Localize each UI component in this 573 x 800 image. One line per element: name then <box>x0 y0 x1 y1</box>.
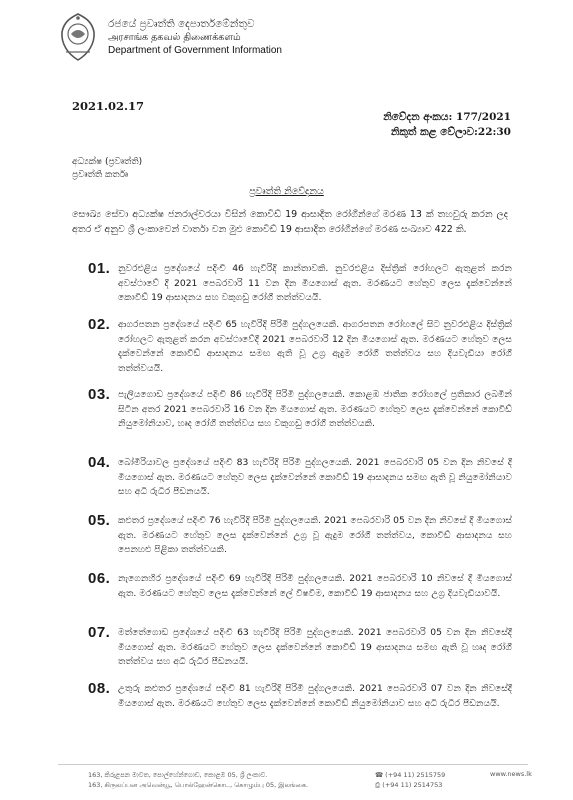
fax-number: (+94 11) 2514753 <box>382 781 443 789</box>
item-text: පැලියගොඩ ප්‍රදේශයේ පදිංචි 86 හැවිරිදි පිරිමි පුද්ගලයෙකි. කොළඹ ජාතික රෝහලේ ප්‍රතිකාර ලබමින් සිටින අතර 2021 පෙබරවාරි 16 වන දින මියගොස් ඇත. මරණයට හේතුව ලෙස දැක්වෙන්නේ කොවිඩ් නියුමෝනියාව, හෘද රෝගී තත්ත්වය සහ වකුගඩු රෝගී තත්ත්වයකි. <box>118 389 512 429</box>
release-number: නිවේදන අංකය: 177/2021 <box>383 111 511 123</box>
phone-number: (+94 11) 2515759 <box>385 771 446 779</box>
item-number: 06. <box>88 570 111 587</box>
item-number: 04. <box>88 454 111 471</box>
intro-paragraph: සෞඛ්‍ය සේවා අධ්‍යක්ෂ ජනරාල්වරයා විසින් කොවිඩ් 19 ආසාදිත රෝගීන්ගේ මරණ 13 ක් තහවුරු කරන ලද අතර ඒ අනුව ශ්‍රී ලංකාවෙන් වාර්තා වන මුළු කොවිඩ් 19 ආසාදිත රෝගීන්ගේ මරණ සංඛ්‍යාව 422 කි. <box>72 209 508 235</box>
item-number: 05. <box>88 512 111 529</box>
page-footer <box>0 768 573 800</box>
item-number: 03. <box>88 386 111 403</box>
release-reference <box>383 110 511 140</box>
website-link[interactable]: www.news.lk <box>490 770 532 778</box>
address-line: 163, කිරුළපන මාවත, පොල්හේන්ගොඩ, කොළඹ 05, ශ්‍රී ලංකාව. <box>88 771 268 779</box>
item-text: කළුතර ප්‍රදේශයේ පදිංචි 76 හැවිරිදි පිරිමි පුද්ගලයෙකි. 2021 පෙබරවාරි 05 වන දින නිවසේ දී මියගොස් ඇත. මරණයට හේතුව ලෙස දැක්වෙන්නේ උග්‍ර වූ ඇදුම රෝගී තත්ත්වය, කොවිඩ් ආසාදනය සහ පෙනහළු පිළිකා තත්ත්වයකි. <box>118 515 512 555</box>
item-text: බෝමිරියාවල ප්‍රදේශයේ පදිංචි 83 හැවිරිදි පිරිමි පුද්ගලයෙකි. 2021 පෙබරවාරි 05 වන දින නිවසේ දී මියගොස් ඇත. මරණයට හේතුව ලෙස දැක්වෙන්නේ කොවිඩ් 19 ආසාදනය සමඟ ඇති වූ නියුමෝනියාව සහ අධි රුධිර පීඩනයයි. <box>118 457 512 497</box>
footer-address <box>88 770 308 790</box>
item-text: ආගරපතන ප්‍රදේශයේ පදිංචි 65 හැවිරිදි පිරිමි පුද්ගලයෙකි. ආගරපතන රෝහලේ සිට නුවරඑළිය දිස්ත්‍රික් රෝහලට ඇතුළත් කරන අවස්ථාවේදී 2021 පෙබරවාරි 12 දින මියගොස් ඇත. මරණයට හේතුව ලෙස දැක්වෙන්නේ කොවිඩ් ආසාදනය සමඟ ඇති වූ උග්‍ර ඇදුම රෝගී තත්ත්වය සහ දියවැඩියා රෝගී තත්ත්වයයි. <box>118 319 512 374</box>
fax-icon: ⎙ <box>375 781 383 789</box>
item-text: උතුරු කළුතර ප්‍රදේශයේ පදිංචි 81 හැවිරිදි පිරිමි පුද්ගලයෙකි. 2021 පෙබරවාරි 07 වන දින නිවසේදී මියගොස් ඇත. මරණයට හේතුව ලෙස දැක්වෙන්නේ කොවිඩ් නියුමෝනියාව සහ අධි රුධිර පීඩනයයි. <box>118 683 512 709</box>
item-number: 01. <box>88 260 111 277</box>
item-number: 07. <box>88 624 111 641</box>
item-text: නුවරඑළිය ප්‍රදේශයේ පදිංචි 46 හැවිරිදි කාන්තාවකි. නුවරඑළිය දිස්ත්‍රික් රෝහලට ඇතුළත් කරන අවස්ථාවේ දී 2021 පෙබරවාරි 11 වන දින මියගොස් ඇත. මරණයට හේතුව ලෙස දැක්වෙන්නේ කොවිඩ් 19 ආසාදනය සහ වකුගඩු රෝගී තත්ත්වයයි. <box>118 263 512 303</box>
item-text: මත්තේගොඩ ප්‍රදේශයේ පදිංචි 63 හැවිරිදි පිරිමි පුද්ගලයෙකි. 2021 පෙබරවාරි 05 වන දින නිවසේදී මියගොස් ඇත. මරණයට හේතුව ලෙස දැක්වෙන්නේ කොවිඩ් 19 ආසාදනය සමඟ ඇති වූ හෘද රෝගී තත්ත්වය සහ අධි රුධිර පීඩනයයි. <box>118 627 512 667</box>
addressee-block <box>72 156 142 182</box>
phone-icon: ☎ <box>375 771 386 779</box>
item-number: 02. <box>88 316 111 333</box>
footer-divider <box>58 764 528 765</box>
government-emblem-icon <box>58 12 98 62</box>
footer-phones <box>375 770 445 790</box>
department-header <box>108 18 282 57</box>
addressee-line: ප්‍රවෘත්ති කර්තෘ <box>72 170 129 180</box>
release-date: 2021.02.17 <box>72 99 145 113</box>
document-title <box>0 186 573 197</box>
release-time: නිකුත් කළ වේලාව:22:30 <box>390 126 511 138</box>
document-title-text: ප්‍රවෘත්ති නිවේදනය <box>249 186 324 197</box>
item-text: නැගෙනහිර ප්‍රදේශයේ පදිංචි 69 හැවිරිදි පිරිමි පුද්ගලයෙකි. 2021 පෙබරවාරි 10 නිවසේ දී මියගොස් ඇත. මරණයට හේතුව ලෙස දැක්වෙන්නේ ලේ විෂවීම, කොවිඩ් 19 ආසාදනය සහ උග්‍ර දියවැඩියාවයි. <box>118 573 512 599</box>
addressee-line: අධ්‍යක්ෂ (ප්‍රවෘත්ති) <box>72 157 143 167</box>
item-number: 08. <box>88 680 111 697</box>
dept-name-english: Department of Government Information <box>108 45 282 56</box>
dept-name-sinhala: රජයේ ප්‍රවෘත්ති දෙපාර්තමේන්තුව <box>108 18 255 30</box>
dept-name-tamil: அரசாங்க தகவல் திணைக்களம் <box>108 32 241 43</box>
address-line: 163, கிருலப்பன அவென்யூ, பொல்ஹேன்கொட, கொழும்பு 05, இலங்கை. <box>88 781 309 789</box>
